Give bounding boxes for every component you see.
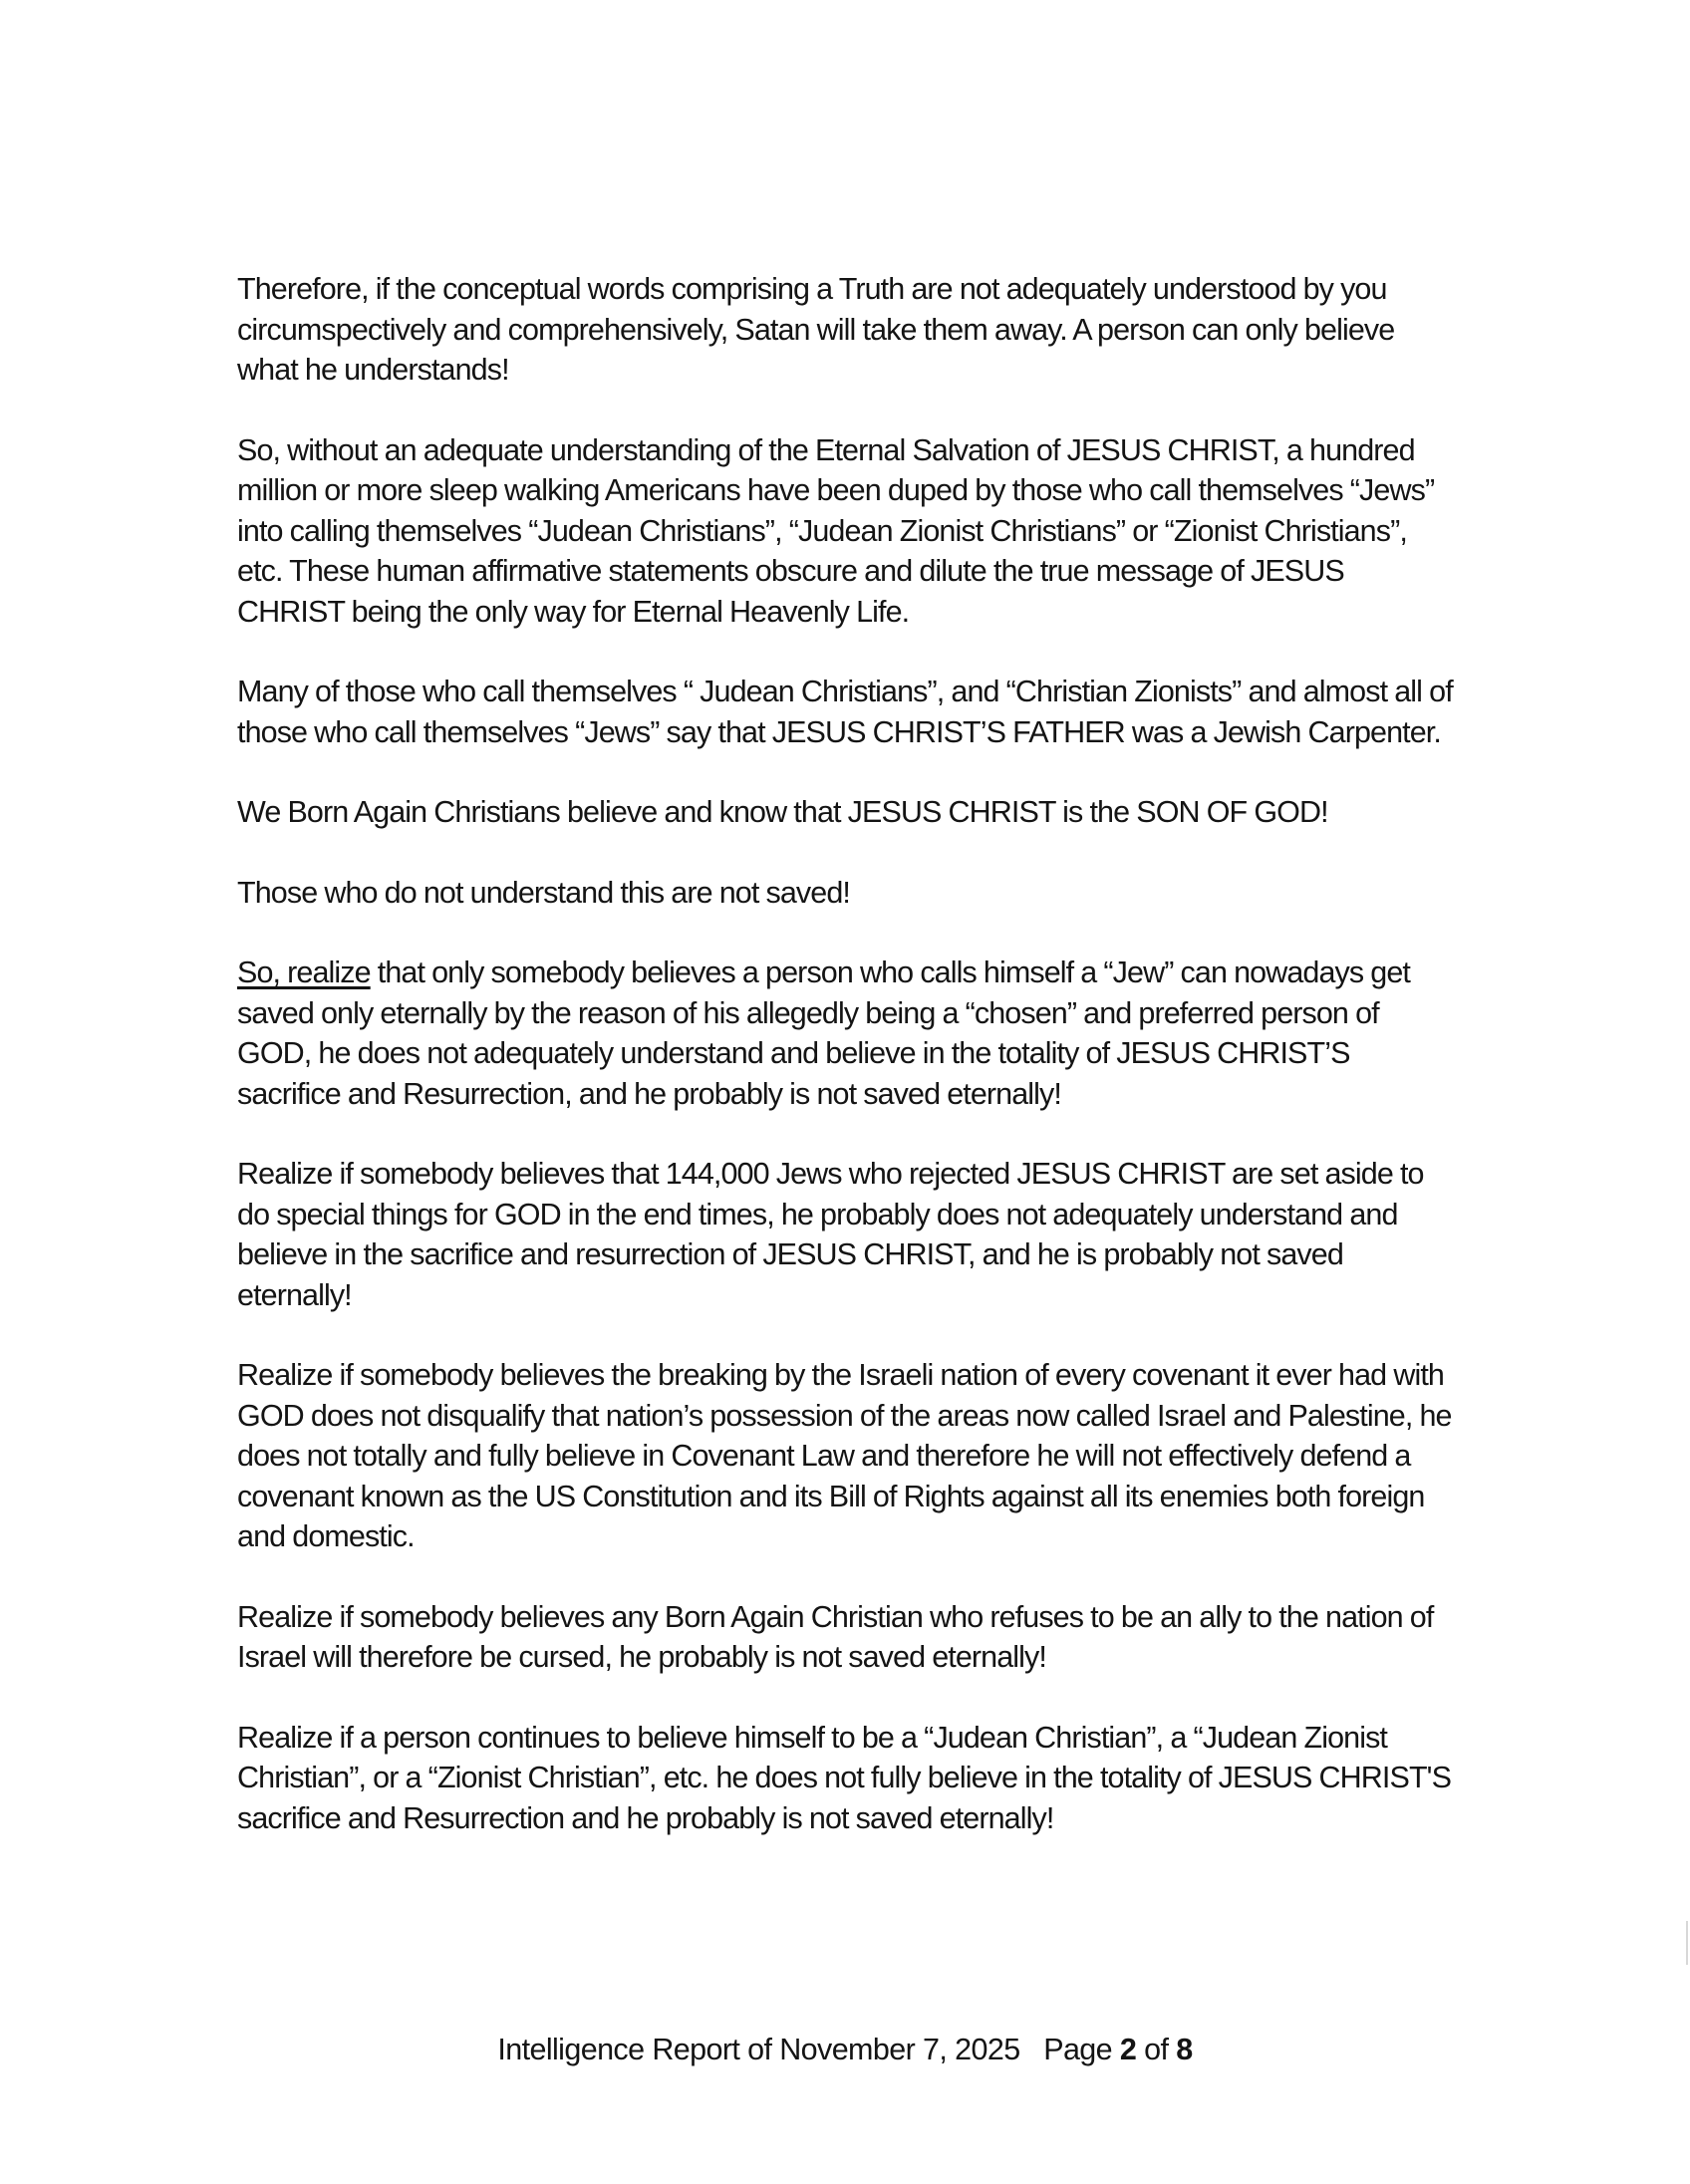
paragraph-zionist-christian: Realize if a person continues to believe himself to be a “Judean Christian”, a “Judean Zionist Christian”, or a “Zionist Christian”, etc. he does not fully believe in the totality of JESUS CHRIST'S sacrifice and Resurrection and he probably is not saved eternally!	[237, 1720, 1452, 1835]
page-footer	[0, 2033, 1690, 2067]
paragraph-ally-israel: Realize if somebody believes any Born Again Christian who refuses to be an ally to the nation of Israel will therefore be cursed, he probably is not saved eternally!	[237, 1599, 1434, 1674]
paragraph-judean-christians: Many of those who call themselves “ Judean Christians”, and “Christian Zionists” and almost all of those who call themselves “Jews” say that JESUS CHRIST’S FATHER was a Jewish Carpenter.	[237, 675, 1453, 749]
footer-page-number: 2	[1119, 2033, 1137, 2066]
paragraph-not-saved: Those who do not understand this are not saved!	[237, 875, 850, 910]
paragraph-covenant-law: Realize if somebody believes the breaking by the Israeli nation of every covenant it ever had with GOD does not disqualify that nation’s possession of the areas now called Israel and Palestine, he does not totally and fully believe in Covenant Law and therefore he will not effectively defend a covenant known as the US Constitution and its Bill of Rights against all its enemies both foreign and domestic.	[237, 1358, 1452, 1553]
scan-artifact-line	[1686, 1921, 1688, 1965]
paragraph-truth-understanding: Therefore, if the conceptual words comprising a Truth are not adequately understood by you circumspectively and comprehensively, Satan will take them away. A person can only believe what he understands!	[237, 272, 1395, 387]
paragraph-so-realize	[237, 953, 1453, 1114]
paragraph-144000: Realize if somebody believes that 144,000 Jews who rejected JESUS CHRIST are set aside to do special things for GOD in the end times, he probably does not adequately understand and believe in the sacrifice and resurrection of JESUS CHRIST, and he is probably not saved eternally!	[237, 1157, 1424, 1312]
footer-report-label: Intelligence Report of November 7, 2025 Page	[497, 2033, 1120, 2066]
paragraph-so-realize-text: that only somebody believes a person who calls himself a “Jew” can nowadays get saved only eternally by the reason of his allegedly being a “chosen” and preferred person of GOD, he does not adequately understand and believe in the totality of JESUS CHRIST’S sacrifice and Resurrection, and he probably is not saved eternally!	[237, 956, 1411, 1111]
paragraph-eternal-salvation: So, without an adequate understanding of the Eternal Salvation of JESUS CHRIST, a hundred million or more sleep walking Americans have been duped by those who call themselves “Jews” into calling themselves “Judean Christians”, “Judean Zionist Christians” or “Zionist Christians”, etc. These human affirmative statements obscure and dilute the true message of JESUS CHRIST being the only way for Eternal Heavenly Life.	[237, 432, 1435, 629]
underlined-lead-text: So, realize	[237, 956, 371, 989]
document-body	[237, 269, 1453, 1878]
footer-of-label: of	[1136, 2033, 1177, 2066]
paragraph-son-of-god: We Born Again Christians believe and know that JESUS CHRIST is the SON OF GOD!	[237, 795, 1328, 829]
footer-page-total: 8	[1176, 2033, 1193, 2066]
